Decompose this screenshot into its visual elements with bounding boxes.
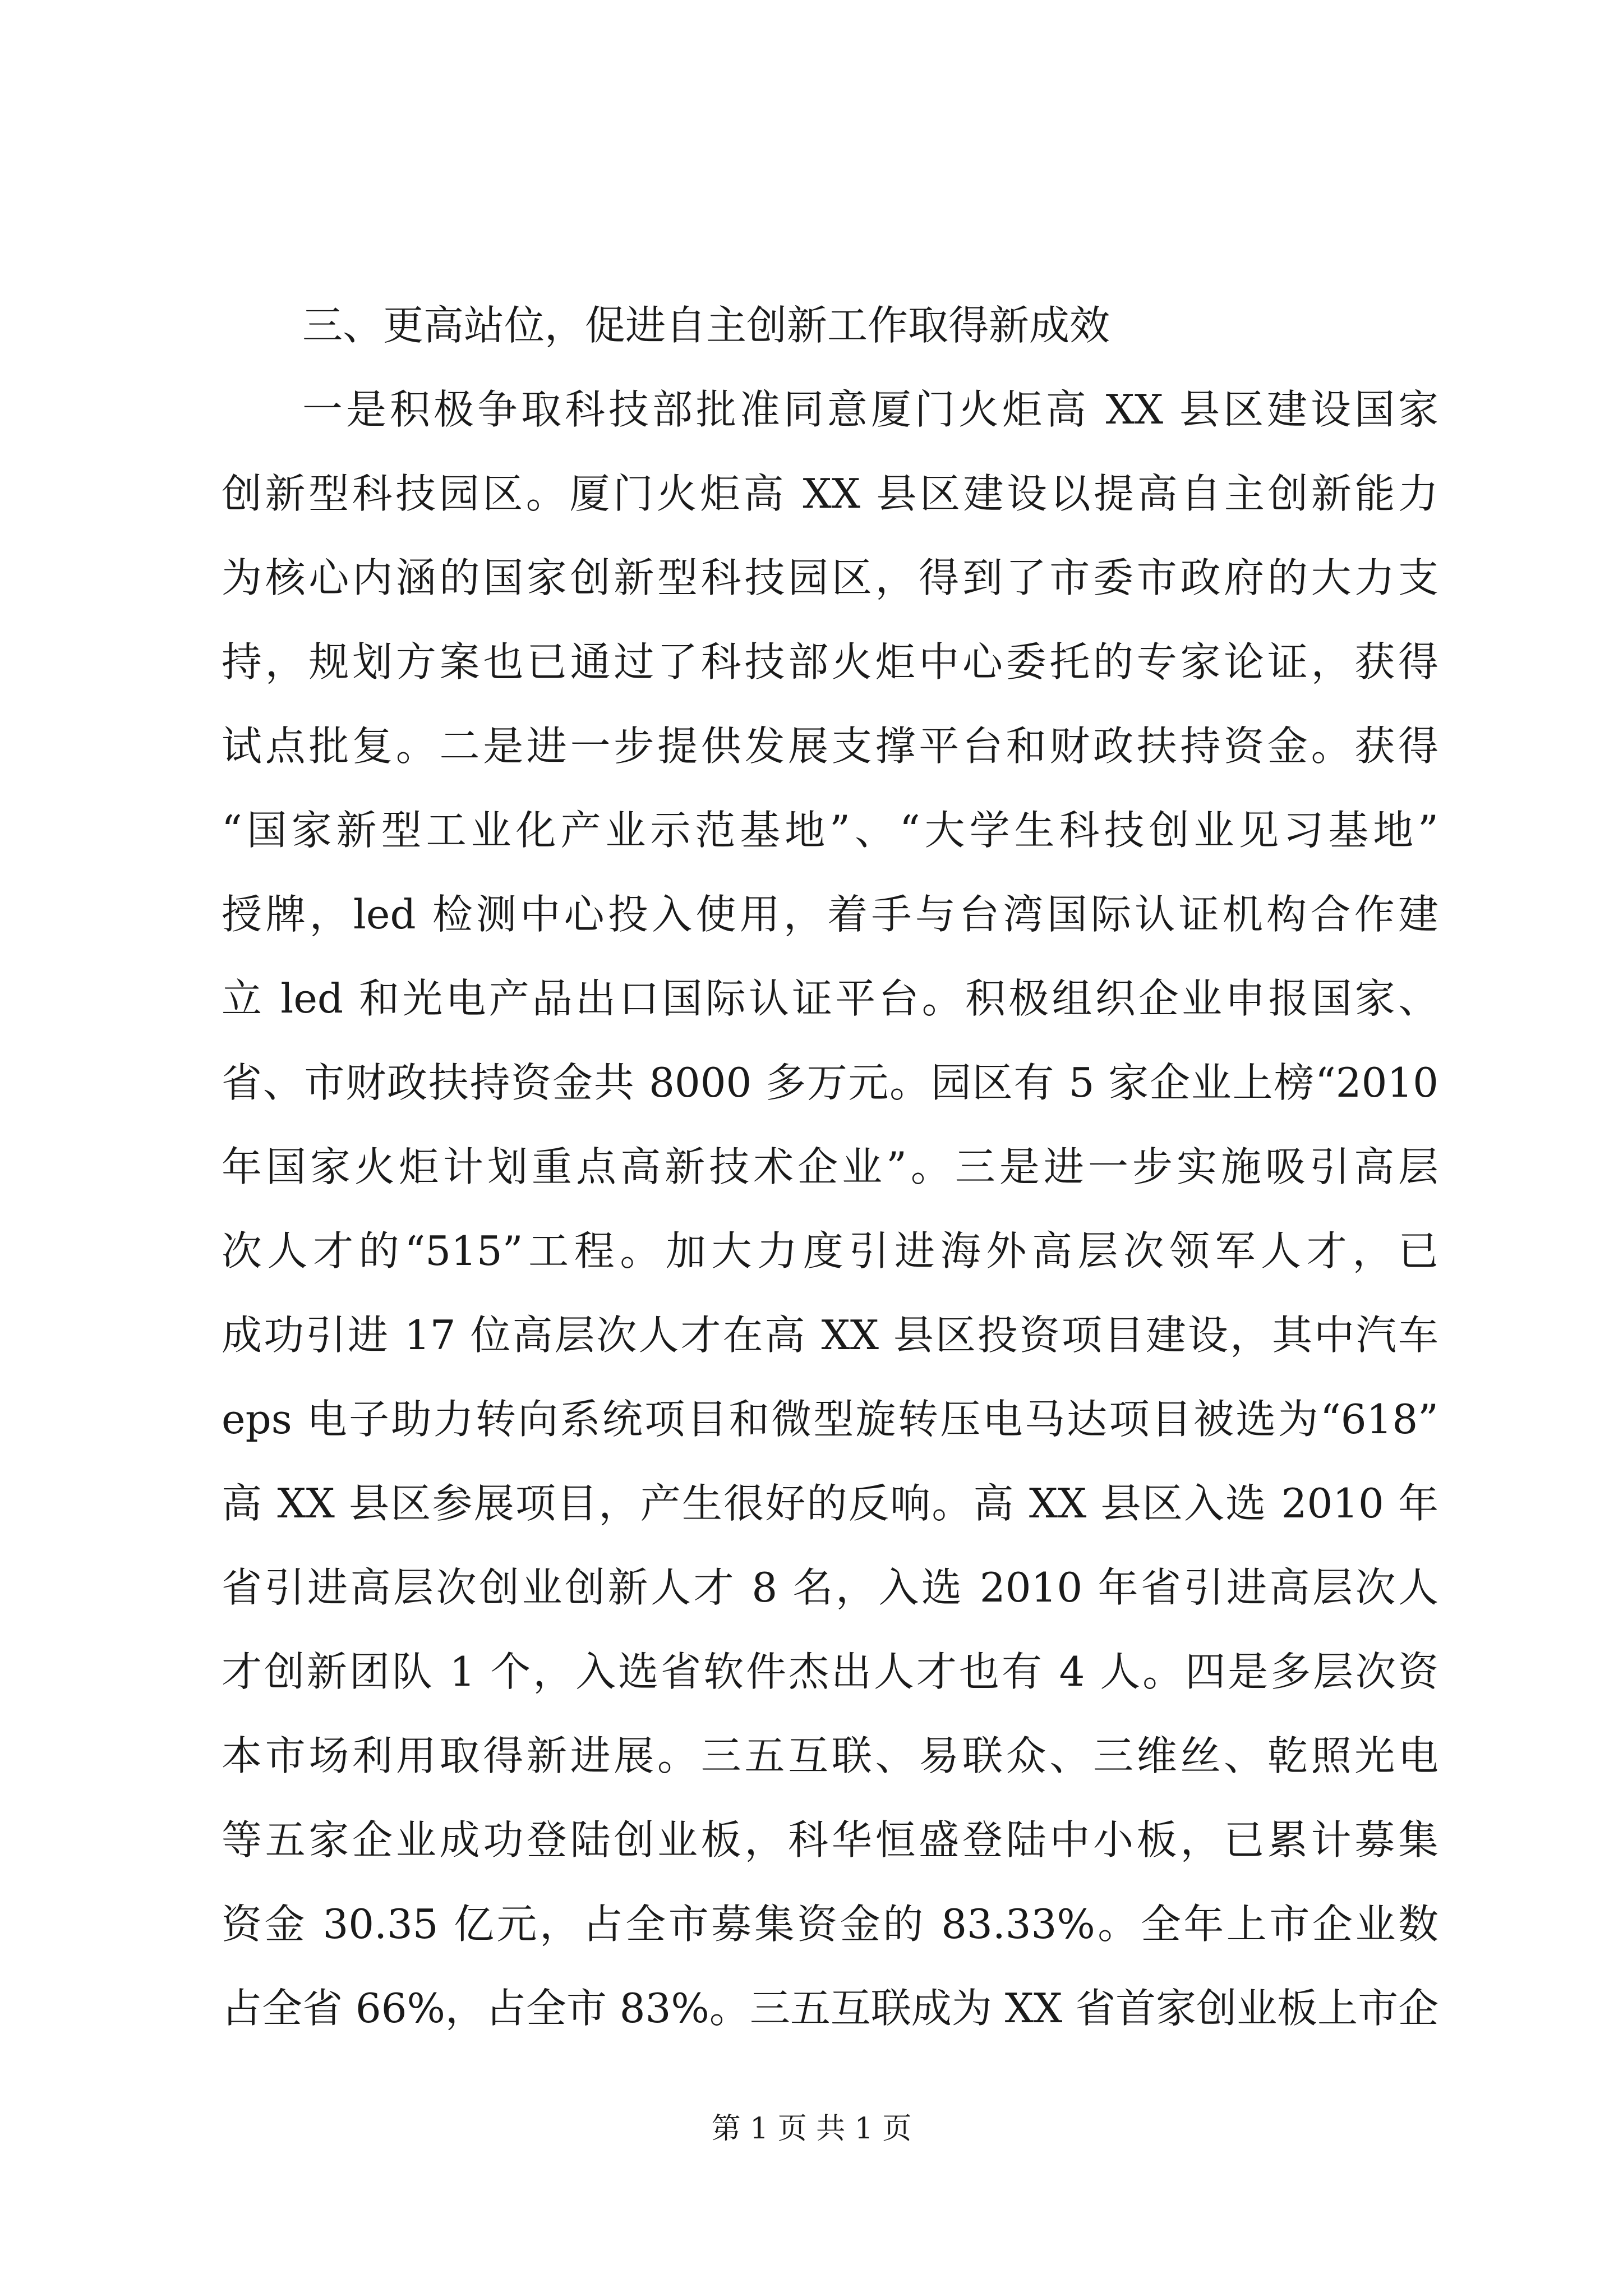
- paragraph-line: 持，规划方案也已通过了科技部火炬中心委托的专家论证，获得: [222, 638, 1438, 685]
- paragraph-line: 立 led 和光电产品出口国际认证平台。积极组织企业申报国家、: [222, 975, 1438, 1022]
- paragraph-line: 为核心内涵的国家创新型科技园区，得到了市委市政府的大力支: [222, 554, 1438, 601]
- paragraph-line: 等五家企业成功登陆创业板，科华恒盛登陆中小板，已累计募集: [222, 1816, 1438, 1864]
- paragraph-line: 一是积极争取科技部批准同意厦门火炬高 XX 县区建设国家: [302, 386, 1438, 433]
- paragraph-line: 资金 30.35 亿元，占全市募集资金的 83.33%。全年上市企业数: [222, 1901, 1438, 1948]
- paragraph-line: 高 XX 县区参展项目，产生很好的反响。高 XX 县区入选 2010 年: [222, 1480, 1438, 1527]
- paragraph-line: 创新型科技园区。厦门火炬高 XX 县区建设以提高自主创新能力: [222, 470, 1438, 517]
- paragraph-line: 占全省 66%，占全市 83%。三五互联成为 XX 省首家创业板上市企: [222, 1985, 1439, 2032]
- paragraph-line: 省引进高层次创业创新人才 8 名，入选 2010 年省引进高层次人: [222, 1564, 1438, 1611]
- section-heading: 三、更高站位，促进自主创新工作取得新成效: [302, 302, 1110, 349]
- paragraph-line: 才创新团队 1 个，入选省软件杰出人才也有 4 人。四是多层次资: [222, 1648, 1438, 1695]
- paragraph-line: 本市场利用取得新进展。三五互联、易联众、三维丝、乾照光电: [222, 1732, 1438, 1779]
- paragraph-line: 授牌，led 检测中心投入使用，着手与台湾国际认证机构合作建: [222, 891, 1438, 938]
- paragraph-line: “国家新型工业化产业示范基地”、“大学生科技创业见习基地”: [222, 807, 1438, 854]
- paragraph-line: 省、市财政扶持资金共 8000 多万元。园区有 5 家企业上榜“2010: [222, 1059, 1438, 1106]
- paragraph-line: 成功引进 17 位高层次人才在高 XX 县区投资项目建设，其中汽车: [222, 1312, 1438, 1359]
- paragraph-line: eps 电子助力转向系统项目和微型旋转压电马达项目被选为“618”: [222, 1396, 1438, 1443]
- page-footer: 第 1 页 共 1 页: [711, 2112, 912, 2146]
- paragraph-line: 年国家火炬计划重点高新技术企业”。三是进一步实施吸引高层: [222, 1143, 1438, 1190]
- paragraph-line: 试点批复。二是进一步提供发展支撑平台和财政扶持资金。获得: [222, 723, 1438, 770]
- paragraph-line: 次人才的“515”工程。加大力度引进海外高层次领军人才，已: [222, 1227, 1438, 1274]
